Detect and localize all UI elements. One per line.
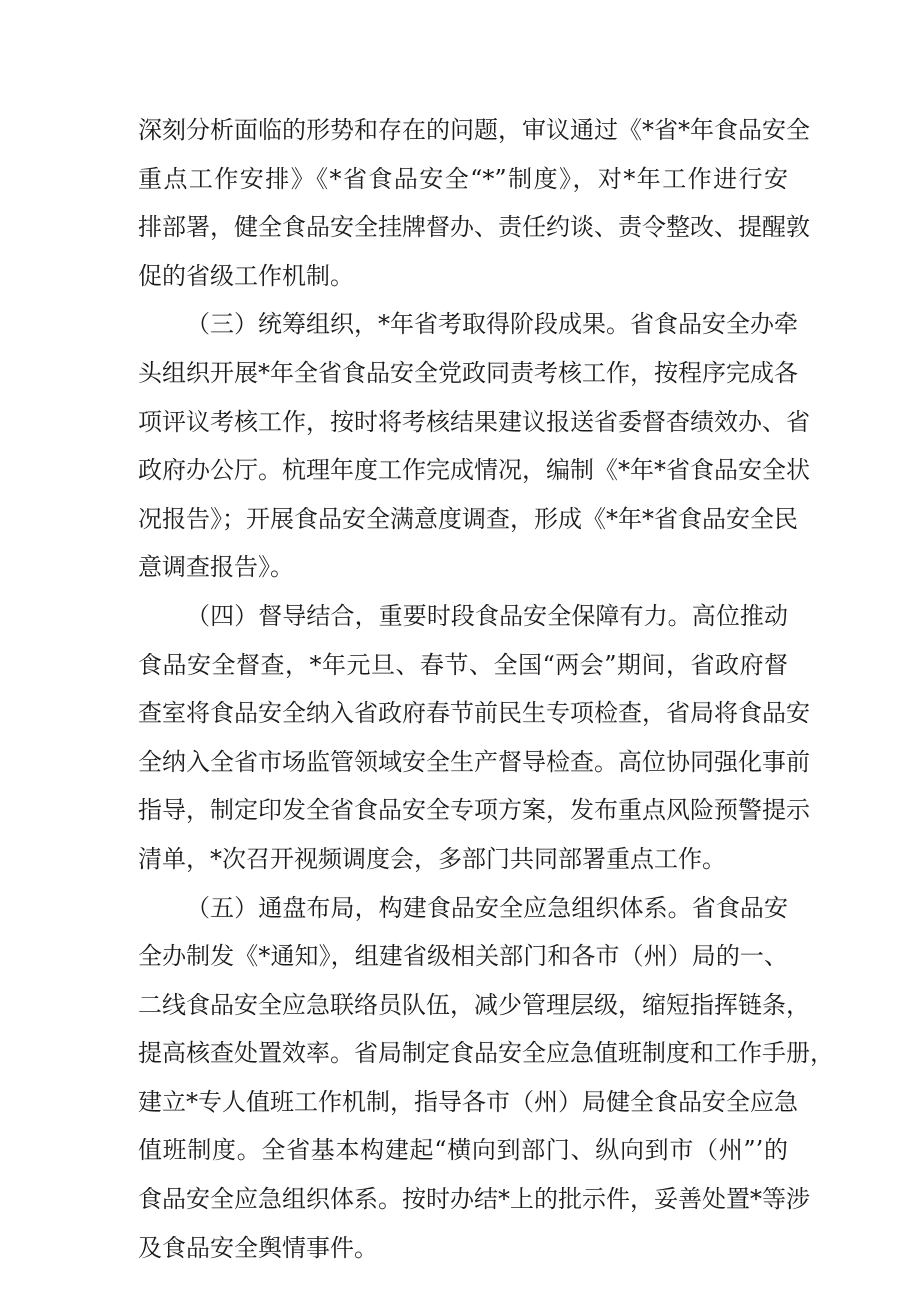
text-line: 排部署，健全食品安全挂牌督办、责任约谈、责令整改、提醒敦 — [138, 213, 810, 242]
text-line: 促的省级工作机制。 — [138, 261, 354, 290]
text-line: 值班制度。全省基本构建起“横向到部门、纵向到市（州”’的 — [138, 1136, 788, 1165]
text-line: 全办制发《*通知》，组建省级相关部门和各市（州）局的一、 — [138, 942, 788, 971]
text-line: （三）统筹组织，*年省考取得阶段成果。省食品安全办牵 — [186, 310, 798, 339]
text-line: （五）通盘布局，构建食品安全应急组织体系。省食品安 — [186, 893, 788, 922]
text-line: 提高核查处置效率。省局制定食品安全应急值班制度和工作手册， — [138, 1039, 834, 1068]
text-line: （四）督导结合，重要时段食品安全保障有力。高位推动 — [186, 601, 788, 630]
paragraph-continuation — [138, 106, 810, 300]
text-line: 重点工作安排》《*省食品安全“*”制度》，对*年工作进行安 — [138, 164, 788, 193]
text-line: 建立*专人值班工作机制，指导各市（州）局健全食品安全应急 — [138, 1087, 798, 1116]
document-body — [138, 106, 834, 1272]
text-line: 全纳入全省市场监管领域安全生产督导检查。高位协同强化事前 — [138, 747, 810, 776]
text-line: 清单，*次召开视频调度会，多部门共同部署重点工作。 — [138, 844, 726, 873]
text-line: 食品安全应急组织体系。按时办结*上的批示件，妥善处置*等涉 — [138, 1185, 810, 1214]
text-line: 及食品安全舆情事件。 — [138, 1233, 378, 1262]
text-line: 头组织开展*年全省食品安全党政同责考核工作，按程序完成各 — [138, 358, 798, 387]
text-line: 深刻分析面临的形势和存在的问题，审议通过《*省*年食品安全 — [138, 116, 810, 144]
text-line: 食品安全督查，*年元旦、春节、全国“两会”期间，省政府督 — [138, 650, 788, 679]
text-line: 查室将食品安全纳入省政府春节前民生专项检查，省局将食品安 — [138, 699, 810, 728]
text-line: 意调查报告》。 — [138, 553, 294, 582]
text-line: 项评议考核工作，按时将考核结果建议报送省委督杳绩效办、省 — [138, 407, 810, 436]
paragraph-section-5 — [138, 884, 834, 1273]
paragraph-section-3 — [138, 300, 810, 592]
text-line: 政府办公厅。杭理年度工作完成情况，编制《*年*省食品安全状 — [138, 456, 810, 485]
paragraph-section-4 — [138, 592, 810, 884]
text-line: 二线食品安全应急联络员队伍，减少管理层级，缩短指挥链条， — [138, 990, 810, 1019]
text-line: 况报告》；开展食品安全满意度调查，形成《*年*省食品安全民 — [138, 504, 798, 533]
text-line: 指导，制定印发全省食品安全专项方案，发布重点风险预警提示 — [138, 796, 810, 825]
